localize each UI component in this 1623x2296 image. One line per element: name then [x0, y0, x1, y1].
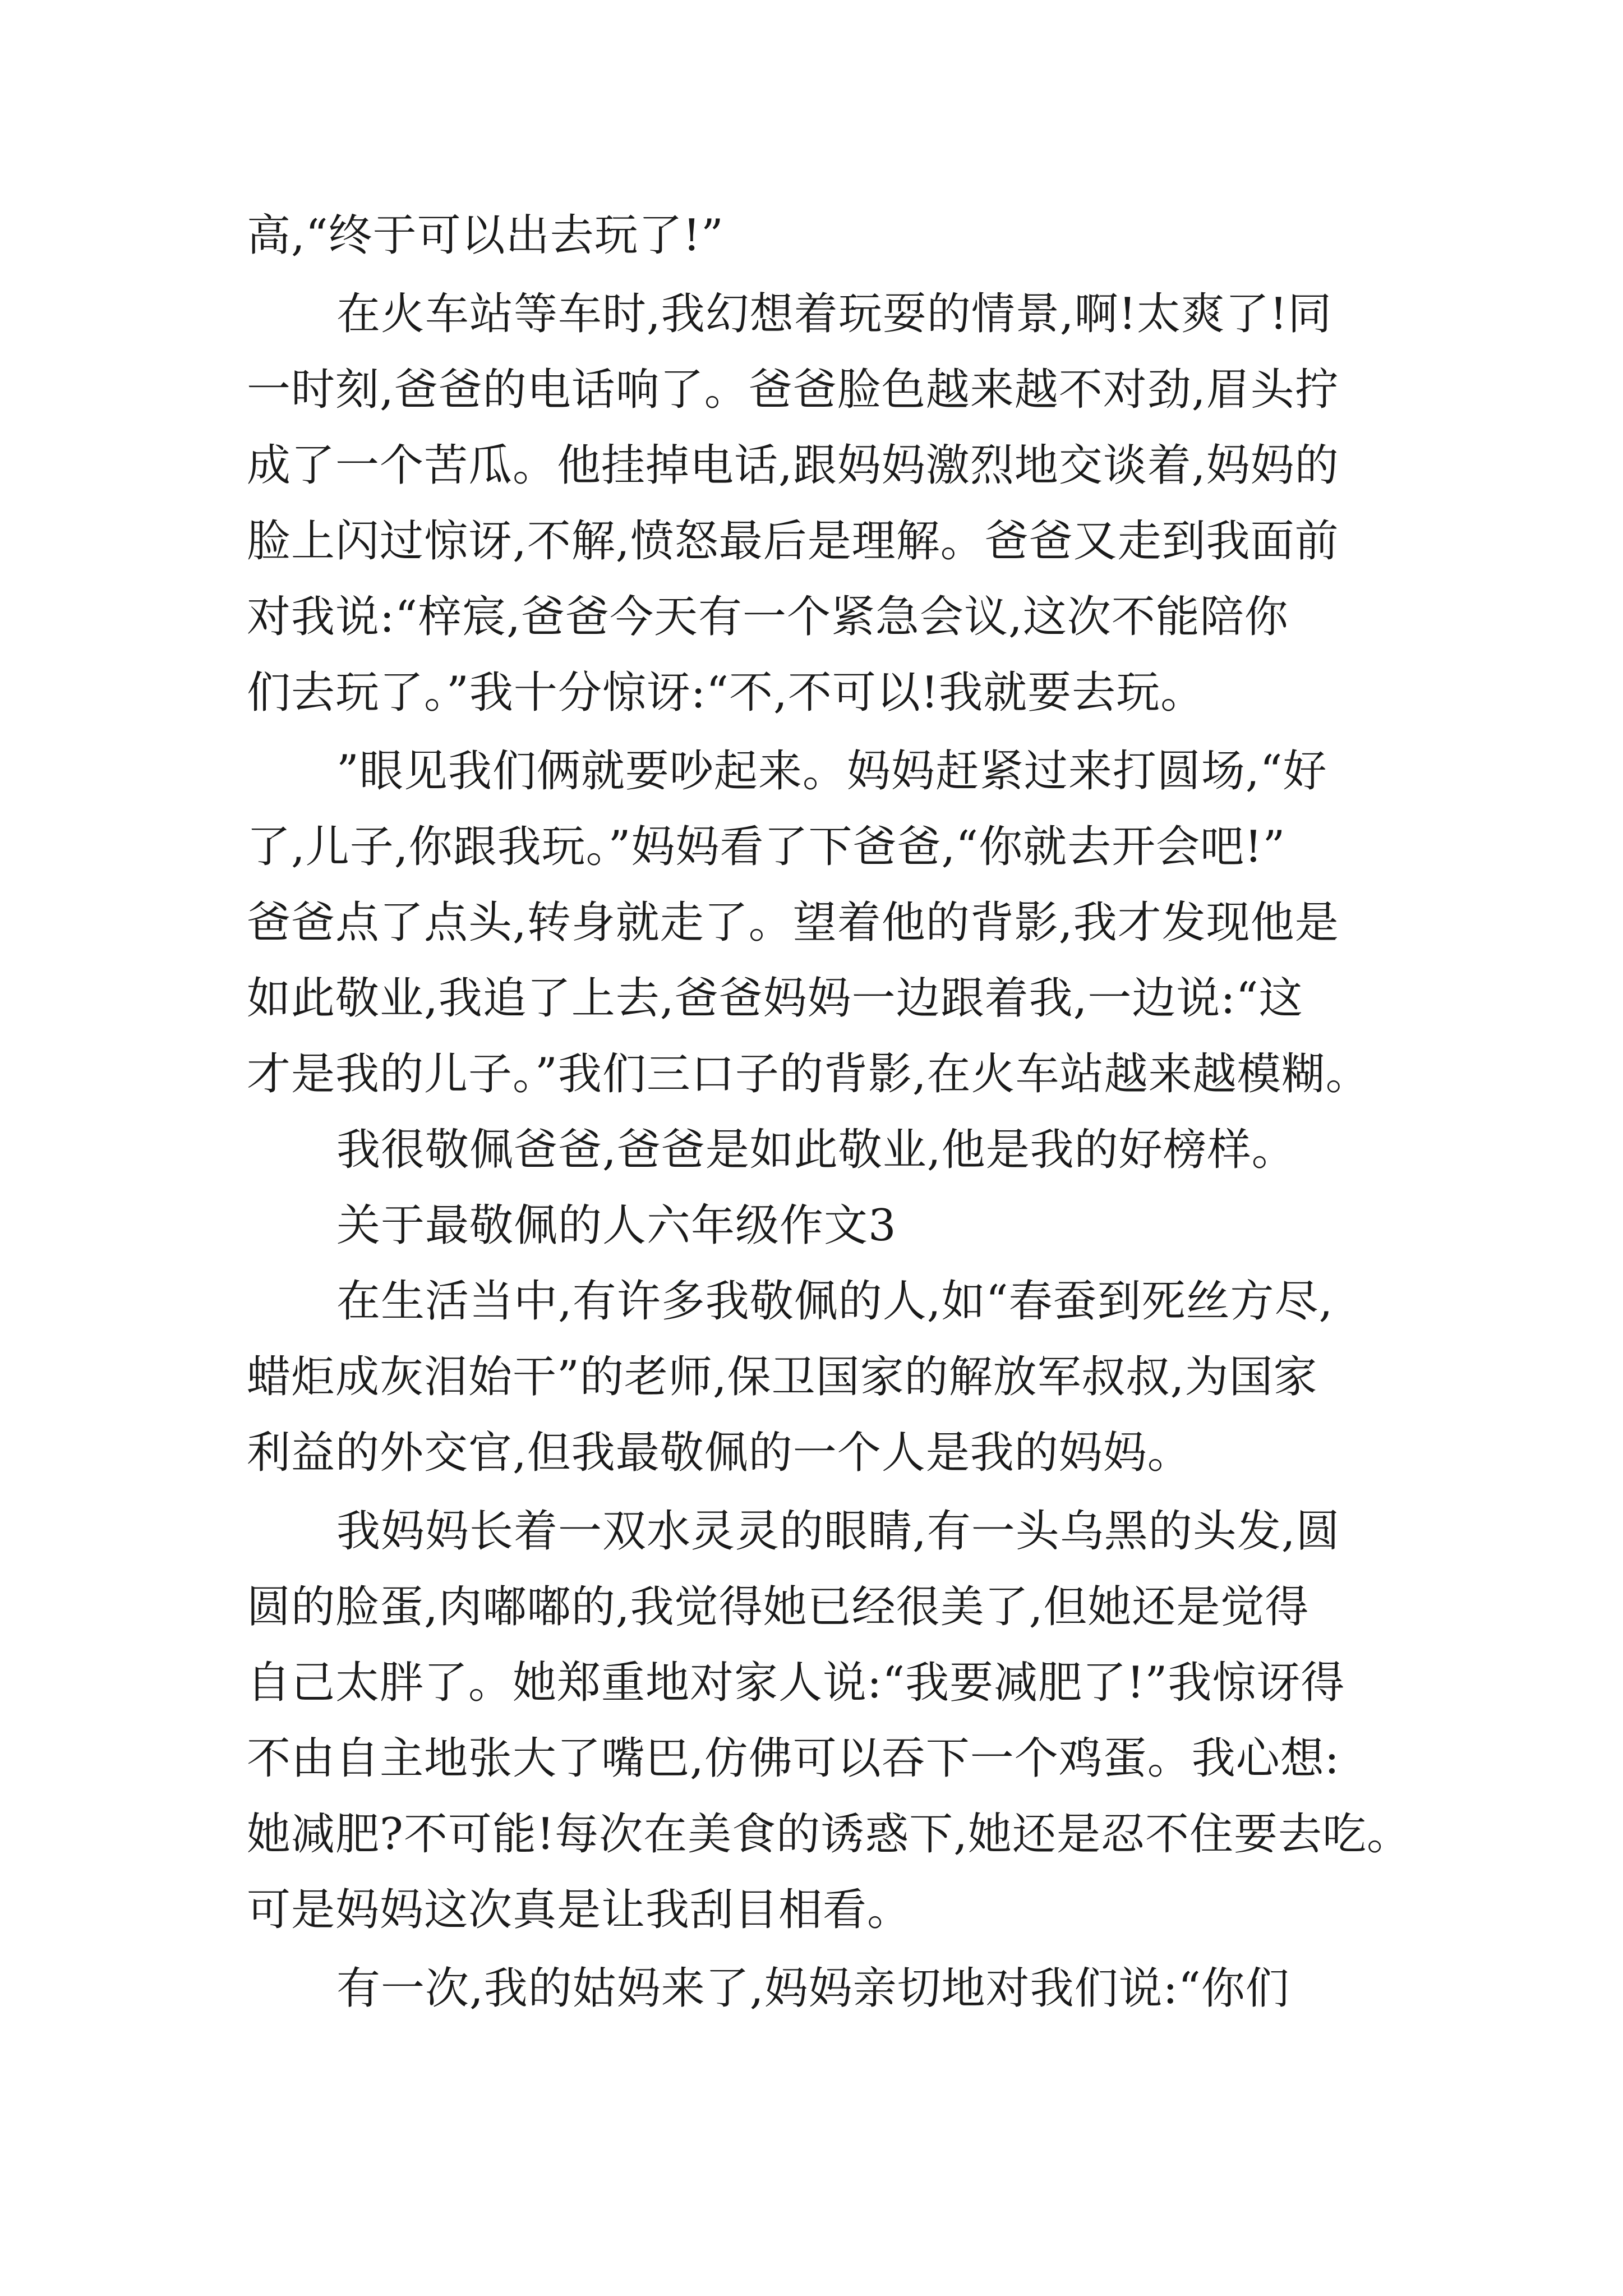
text-line: 可是妈妈这次真是让我刮目相看。 — [247, 1885, 912, 1935]
text-line: 利益的外交官,但我最敬佩的一个人是我的妈妈。 — [247, 1428, 1192, 1478]
text-line: 了,儿子,你跟我玩。”妈妈看了下爸爸,“你就去开会吧!” — [247, 822, 1286, 872]
paragraph-start: 在火车站等车时,我幻想着玩耍的情景,啊!太爽了!同 — [336, 289, 1332, 339]
text-line: 才是我的儿子。”我们三口子的背影,在火车站越来越模糊。 — [247, 1049, 1370, 1099]
paragraph-start: ”眼见我们俩就要吵起来。妈妈赶紧过来打圆场,“好 — [336, 746, 1327, 797]
paragraph-start: 在生活当中,有许多我敬佩的人,如“春蚕到死丝方尽, — [336, 1276, 1334, 1327]
paragraph-start: 我妈妈长着一双水灵灵的眼睛,有一头乌黑的头发,圆 — [336, 1506, 1340, 1557]
paragraph-start: 我很敬佩爸爸,爸爸是如此敬业,他是我的好榜样。 — [336, 1125, 1296, 1175]
text-line: 们去玩了。”我十分惊讶:“不,不可以!我就要去玩。 — [247, 668, 1205, 718]
text-line: 高,“终于可以出去玩了!” — [247, 210, 724, 261]
text-line: 蜡炬成灰泪始干”的老师,保卫国家的解放军叔叔,为国家 — [247, 1352, 1318, 1402]
text-line: 如此敬业,我追了上去,爸爸妈妈一边跟着我,一边说:“这 — [247, 973, 1303, 1024]
text-line: 成了一个苦瓜。他挂掉电话,跟妈妈激烈地交谈着,妈妈的 — [247, 440, 1339, 491]
text-line: 爸爸点了点头,转身就走了。望着他的背影,我才发现他是 — [247, 898, 1339, 948]
text-line: 脸上闪过惊讶,不解,愤怒最后是理解。爸爸又走到我面前 — [247, 516, 1339, 567]
text-line: 圆的脸蛋,肉嘟嘟的,我觉得她已经很美了,但她还是觉得 — [247, 1582, 1310, 1632]
paragraph-start: 有一次,我的姑妈来了,妈妈亲切地对我们说:“你们 — [336, 1963, 1290, 2014]
section-heading: 关于最敬佩的人六年级作文3 — [336, 1200, 897, 1251]
text-line: 对我说:“梓宸,爸爸今天有一个紧急会议,这次不能陪你 — [247, 592, 1289, 642]
text-line: 她减肥?不可能!每次在美食的诱惑下,她还是忍不住要去吃。 — [247, 1809, 1411, 1860]
text-line: 自己太胖了。她郑重地对家人说:“我要减肥了!”我惊讶得 — [247, 1658, 1345, 1708]
text-line: 一时刻,爸爸的电话响了。爸爸脸色越来越不对劲,眉头拧 — [247, 365, 1339, 415]
text-line: 不由自主地张大了嘴巴,仿佛可以吞下一个鸡蛋。我心想: — [247, 1733, 1340, 1784]
